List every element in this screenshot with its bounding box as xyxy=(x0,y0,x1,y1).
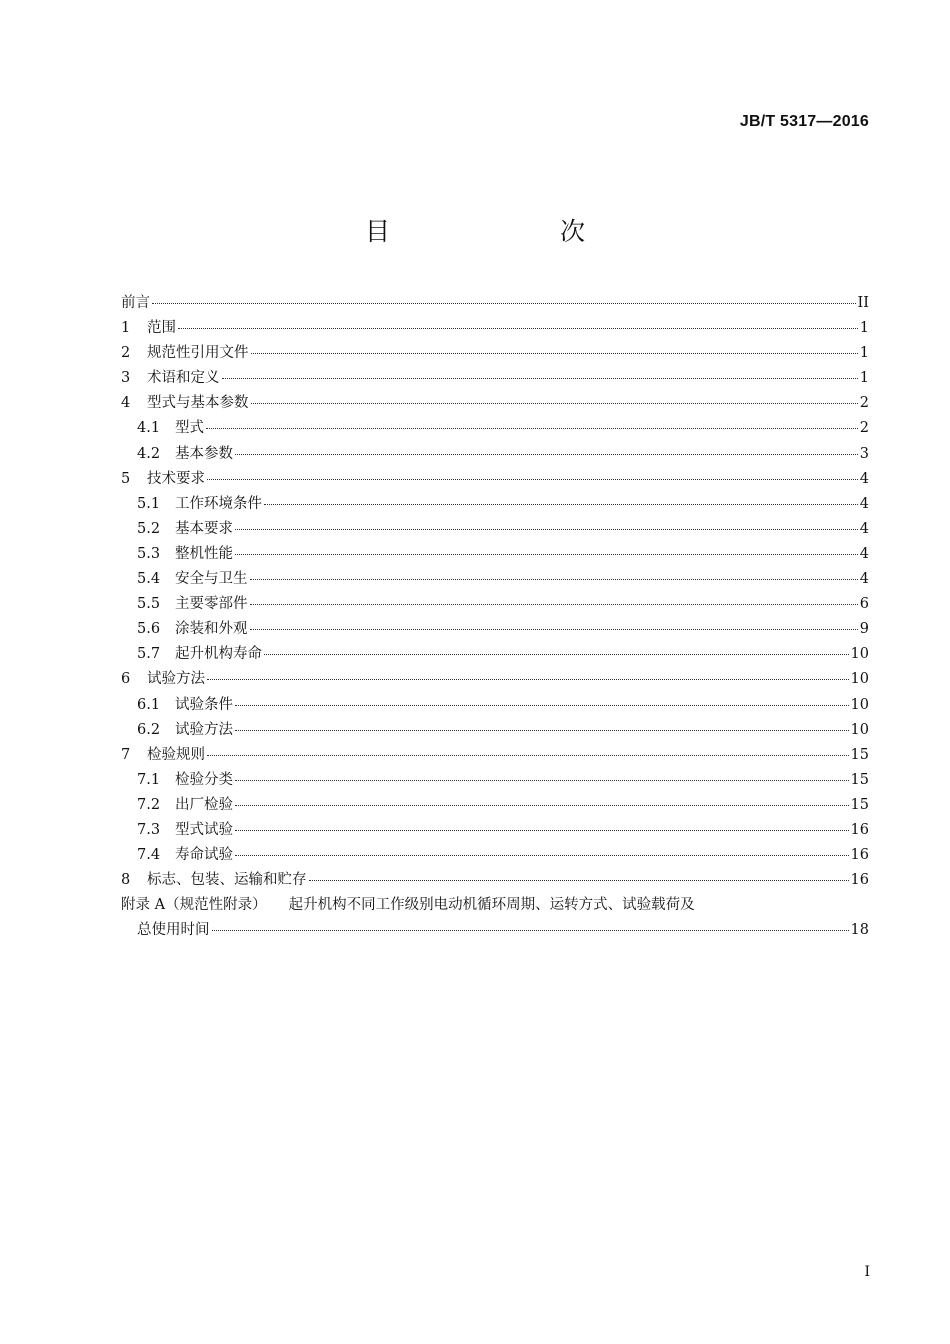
toc-entry-page: 4 xyxy=(859,470,869,487)
toc-leader-dots xyxy=(250,569,858,583)
page-title: 目 次 xyxy=(364,217,625,246)
toc-entry-label: 前言 xyxy=(121,295,150,311)
toc-leader-dots xyxy=(235,770,849,784)
toc-entry-number: 5.4 xyxy=(137,571,161,588)
table-of-contents xyxy=(121,291,869,943)
appendix-title-line1: 起升机构不同工作级别电动机循环周期、运转方式、试验载荷及 xyxy=(288,897,695,914)
toc-entry-number: 7.4 xyxy=(137,847,161,864)
toc-leader-dots xyxy=(235,695,849,709)
toc-entry-page: 18 xyxy=(850,922,869,939)
toc-leader-dots xyxy=(235,444,858,458)
toc-entry-number: 5.1 xyxy=(137,495,161,512)
toc-entry-page: 16 xyxy=(850,872,869,889)
toc-entry[interactable] xyxy=(121,517,869,542)
toc-leader-dots xyxy=(250,594,858,608)
toc-entry-page: 9 xyxy=(859,621,869,638)
toc-entry-label: 范围 xyxy=(147,320,176,337)
toc-entry[interactable] xyxy=(121,366,869,391)
toc-entry-label: 基本参数 xyxy=(175,445,233,462)
page-number: I xyxy=(864,1264,870,1280)
toc-entry[interactable] xyxy=(121,843,869,868)
toc-entry-label: 规范性引用文件 xyxy=(147,345,249,362)
toc-entry[interactable] xyxy=(121,492,869,517)
toc-entry-page: 2 xyxy=(859,420,869,437)
toc-entry-label: 型式试验 xyxy=(175,821,233,838)
toc-entry-page: 4 xyxy=(859,520,869,537)
toc-entry-label: 技术要求 xyxy=(147,470,205,487)
toc-leader-dots xyxy=(235,544,858,558)
toc-entry-label: 试验条件 xyxy=(175,696,233,713)
toc-entry-label: 整机性能 xyxy=(175,545,233,562)
toc-entry[interactable] xyxy=(121,693,869,718)
toc-entry-page: 2 xyxy=(859,395,869,412)
toc-leader-dots xyxy=(207,469,858,483)
toc-entry-number: 2 xyxy=(121,345,131,362)
toc-entry-label: 试验方法 xyxy=(175,721,233,738)
toc-entry-number: 5.3 xyxy=(137,545,161,562)
toc-entry-page: 10 xyxy=(850,671,869,688)
toc-entry-page: 4 xyxy=(859,545,869,562)
toc-entry-label: 试验方法 xyxy=(147,671,205,688)
toc-leader-dots xyxy=(207,669,849,683)
toc-entry-number: 4.1 xyxy=(137,420,161,437)
appendix-title-line2: 总使用时间 xyxy=(137,922,210,939)
toc-entry-number: 5.6 xyxy=(137,621,161,638)
toc-entry-page: 1 xyxy=(859,320,869,337)
toc-entry-page: 10 xyxy=(850,646,869,663)
toc-entry[interactable] xyxy=(121,416,869,441)
toc-entry-label: 出厂检验 xyxy=(175,796,233,813)
toc-entry-label: 起升机构寿命 xyxy=(175,646,262,663)
toc-leader-dots xyxy=(178,318,858,332)
toc-entry[interactable] xyxy=(121,642,869,667)
toc-entry[interactable] xyxy=(121,542,869,567)
toc-entry-label: 标志、包装、运输和贮存 xyxy=(147,872,307,889)
toc-leader-dots xyxy=(235,845,849,859)
toc-leader-dots xyxy=(264,494,858,508)
toc-entry-number: 6 xyxy=(121,671,131,688)
toc-entry-page: 15 xyxy=(850,796,869,813)
toc-entry-label: 检验规则 xyxy=(147,746,205,763)
toc-entry-number: 3 xyxy=(121,370,131,387)
toc-entry-page: 4 xyxy=(859,571,869,588)
toc-leader-dots xyxy=(207,745,849,759)
toc-entry[interactable] xyxy=(121,442,869,467)
toc-entry-number: 4.2 xyxy=(137,445,161,462)
toc-entry-label: 涂装和外观 xyxy=(175,621,248,638)
toc-entry-number: 7 xyxy=(121,746,131,763)
toc-entry-number: 7.2 xyxy=(137,796,161,813)
toc-entry[interactable] xyxy=(121,743,869,768)
toc-entry[interactable] xyxy=(121,793,869,818)
toc-entry[interactable] xyxy=(121,567,869,592)
toc-entry[interactable] xyxy=(121,868,869,893)
toc-entry-page: 15 xyxy=(850,771,869,788)
toc-entry-number: 7.1 xyxy=(137,771,161,788)
toc-leader-dots xyxy=(251,393,858,407)
toc-entry[interactable] xyxy=(121,467,869,492)
toc-entry-number: 6.1 xyxy=(137,696,161,713)
toc-entry-label: 主要零部件 xyxy=(175,596,248,613)
toc-entry[interactable] xyxy=(121,768,869,793)
toc-entry-page: 1 xyxy=(859,345,869,362)
toc-entry-label: 型式 xyxy=(175,420,204,437)
toc-leader-dots xyxy=(235,519,858,533)
toc-entry[interactable] xyxy=(121,316,869,341)
toc-leader-dots xyxy=(222,368,858,382)
toc-appendix-entry[interactable] xyxy=(121,893,869,918)
toc-entry-number: 5.2 xyxy=(137,520,161,537)
toc-leader-dots xyxy=(250,619,858,633)
toc-entry[interactable] xyxy=(121,592,869,617)
toc-entry[interactable] xyxy=(121,291,869,316)
toc-entry-page: 15 xyxy=(850,746,869,763)
document-code: JB/T 5317—2016 xyxy=(739,113,869,130)
toc-entry-label: 安全与卫生 xyxy=(175,571,248,588)
toc-leader-dots xyxy=(251,343,858,357)
toc-leader-dots xyxy=(212,920,849,934)
appendix-prefix: 附录 A（规范性附录） xyxy=(121,897,267,914)
toc-entry-label: 检验分类 xyxy=(175,771,233,788)
toc-leader-dots xyxy=(152,293,856,307)
toc-entry-number: 5 xyxy=(121,470,131,487)
toc-entry-number: 4 xyxy=(121,395,131,412)
toc-entry-label: 工作环境条件 xyxy=(175,495,262,512)
toc-leader-dots xyxy=(206,418,858,432)
toc-appendix-entry-cont[interactable] xyxy=(121,918,869,943)
toc-entry-page: 10 xyxy=(850,721,869,738)
toc-entry-page: 10 xyxy=(850,696,869,713)
toc-entry-page: 6 xyxy=(859,596,869,613)
toc-entry[interactable] xyxy=(121,718,869,743)
toc-entry-label: 基本要求 xyxy=(175,520,233,537)
toc-leader-dots xyxy=(235,720,849,734)
toc-leader-dots xyxy=(309,870,849,884)
toc-entry-label: 寿命试验 xyxy=(175,847,233,864)
toc-entry-page: 16 xyxy=(850,821,869,838)
toc-entry[interactable] xyxy=(121,391,869,416)
toc-entry-number: 5.5 xyxy=(137,596,161,613)
toc-entry-page: II xyxy=(857,295,869,311)
toc-entry-page: 3 xyxy=(859,445,869,462)
toc-entry[interactable] xyxy=(121,341,869,366)
toc-leader-dots xyxy=(235,795,849,809)
toc-entry[interactable] xyxy=(121,667,869,692)
toc-entry-number: 5.7 xyxy=(137,646,161,663)
toc-leader-dots xyxy=(264,644,849,658)
toc-entry-page: 4 xyxy=(859,495,869,512)
toc-entry[interactable] xyxy=(121,617,869,642)
toc-entry[interactable] xyxy=(121,818,869,843)
toc-entry-page: 1 xyxy=(859,370,869,387)
toc-entry-number: 6.2 xyxy=(137,721,161,738)
toc-entry-label: 型式与基本参数 xyxy=(147,395,249,412)
toc-entry-number: 8 xyxy=(121,872,131,889)
toc-leader-dots xyxy=(235,820,849,834)
toc-entry-page: 16 xyxy=(850,847,869,864)
toc-entry-number: 7.3 xyxy=(137,821,161,838)
toc-entry-number: 1 xyxy=(121,320,131,337)
toc-entry-label: 术语和定义 xyxy=(147,370,220,387)
